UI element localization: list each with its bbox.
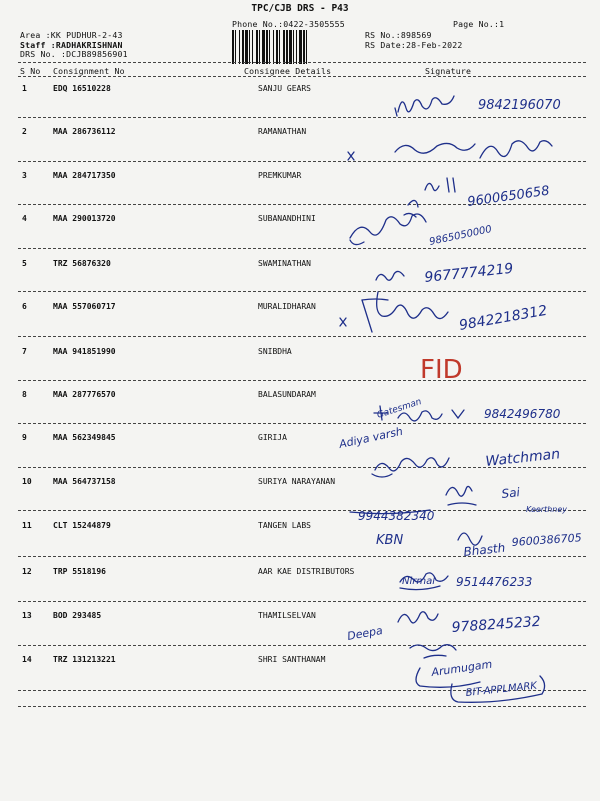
- hw-r5-phone: 9677774219: [423, 260, 515, 286]
- table-row: [0, 655, 600, 699]
- row-consignment: MAA 286736112: [53, 127, 116, 136]
- row-consignment: CLT 15244879: [53, 521, 111, 530]
- hw-r12-name: Nirmal: [402, 576, 436, 587]
- row-divider: [18, 204, 586, 205]
- row-consignee: SNIBDHA: [258, 347, 292, 356]
- col-consignment: Consignment No: [53, 66, 125, 76]
- hw-r14-arumugam: Arumugam: [430, 657, 493, 679]
- row-divider: [18, 423, 586, 424]
- hw-r6-phone: 9842218312: [457, 302, 549, 334]
- phone-number: Phone No.:0422-3505555: [232, 19, 345, 29]
- row-sno: 13: [22, 611, 32, 620]
- hw-r14-note: BIT-APPLMARK: [465, 680, 538, 699]
- table-row: [0, 567, 600, 611]
- page-number: Page No.:1: [453, 19, 505, 29]
- row-consignee: MURALIDHARAN: [258, 302, 316, 311]
- hw-r1-phone: 9842196070: [478, 98, 561, 113]
- row-divider: [18, 336, 586, 337]
- row-consignment: MAA 557060717: [53, 302, 116, 311]
- table-row: [0, 477, 600, 521]
- row-consignment: TRP 5518196: [53, 567, 106, 576]
- row-sno: 7: [22, 347, 27, 356]
- row-divider: [18, 556, 586, 557]
- hw-r11-kbn: KBN: [376, 533, 404, 548]
- row-sno: 12: [22, 567, 32, 576]
- table-row: [0, 433, 600, 477]
- column-divider: [18, 76, 586, 77]
- row-sno: 6: [22, 302, 27, 311]
- table-row: [0, 302, 600, 346]
- row-sno: 14: [22, 655, 32, 664]
- table-row: [0, 171, 600, 215]
- row-consignee: PREMKUMAR: [258, 171, 302, 180]
- hw-r13-phone: 9788245232: [451, 613, 542, 636]
- row-sno: 11: [22, 521, 32, 530]
- row-sno: 4: [22, 214, 27, 223]
- hw-r11-phone2: 9600386705: [511, 531, 583, 549]
- header-divider: [18, 62, 586, 63]
- row-divider: [18, 161, 586, 162]
- col-consignee: Consignee Details: [244, 66, 332, 76]
- hw-r4-phone: 9865050000: [428, 223, 493, 248]
- hw-r10-sai: Sai: [500, 485, 521, 501]
- row-divider: [18, 380, 586, 381]
- row-sno: 10: [22, 477, 32, 486]
- row-consignee: SHRI SANTHANAM: [258, 655, 326, 664]
- barcode: [230, 30, 358, 64]
- hw-r13-deepa: Deepa: [346, 623, 384, 643]
- row-divider: [18, 510, 586, 511]
- row-divider: [18, 117, 586, 118]
- row-consignment: EDQ 16510228: [53, 84, 111, 93]
- row-divider: [18, 690, 586, 691]
- col-sno: S No: [20, 66, 41, 76]
- staff-label: Staff :RADHAKRISHNAN: [20, 40, 123, 50]
- row-divider: [18, 645, 586, 646]
- row-consignment: MAA 287776570: [53, 390, 116, 399]
- row-consignee: RAMANATHAN: [258, 127, 307, 136]
- hw-r12-phone: 9514476233: [456, 575, 533, 589]
- row-consignee: SURIYA NARAYANAN: [258, 477, 336, 486]
- hw-r10-keerthney: Keerthney: [526, 505, 568, 514]
- row-divider: [18, 291, 586, 292]
- row-consignment: BOD 293485: [53, 611, 102, 620]
- row-consignment: MAA 284717350: [53, 171, 116, 180]
- row-consignment: MAA 290013720: [53, 214, 116, 223]
- footer-divider: [18, 706, 586, 707]
- col-signature: Signature: [425, 66, 472, 76]
- hw-r7-fid: FID: [420, 355, 463, 385]
- row-consignment: MAA 941851990: [53, 347, 116, 356]
- row-consignment: MAA 564737158: [53, 477, 116, 486]
- table-row: [0, 390, 600, 434]
- document-title: TPC/CJB DRS - P43: [251, 3, 349, 14]
- row-consignee: BALASUNDARAM: [258, 390, 316, 399]
- hw-r9-role: Watchman: [484, 446, 561, 470]
- row-sno: 8: [22, 390, 27, 399]
- table-row: [0, 84, 600, 128]
- hw-r9-name: Adiya varsh: [337, 424, 405, 451]
- row-consignee: SUBANANDHINI: [258, 214, 316, 223]
- row-consignment: TRZ 131213221: [53, 655, 116, 664]
- row-divider: [18, 601, 586, 602]
- table-row: [0, 347, 600, 391]
- table-row: [0, 214, 600, 258]
- hw-r8-note: Gatesman: [375, 397, 423, 421]
- row-sno: 5: [22, 259, 27, 268]
- table-row: [0, 127, 600, 171]
- row-sno: 1: [22, 84, 27, 93]
- hw-r8-phone: 9842496780: [484, 407, 561, 421]
- row-sno: 2: [22, 127, 27, 136]
- row-sno: 3: [22, 171, 27, 180]
- row-consignee: THAMILSELVAN: [258, 611, 316, 620]
- hw-r3-phone: 9600650658: [466, 183, 551, 210]
- row-consignment: TRZ 56876320: [53, 259, 111, 268]
- rs-date: RS Date:28-Feb-2022: [365, 40, 463, 50]
- row-divider: [18, 248, 586, 249]
- row-consignee: GIRIJA: [258, 433, 287, 442]
- row-divider: [18, 467, 586, 468]
- area-label: Area :KK PUDHUR-2-43: [20, 30, 123, 40]
- row-sno: 9: [22, 433, 27, 442]
- drs-number: DRS No. :DCJB89856901: [20, 49, 128, 59]
- hw-r11-bhasth: Bhasth: [462, 540, 506, 559]
- table-row: [0, 521, 600, 565]
- table-row: [0, 259, 600, 303]
- row-consignee: AAR KAE DISTRIBUTORS: [258, 567, 355, 576]
- table-row: [0, 611, 600, 655]
- row-consignee: TANGEN LABS: [258, 521, 311, 530]
- row-consignment: MAA 562349845: [53, 433, 116, 442]
- rs-number: RS No.:898569: [365, 30, 432, 40]
- hw-r11-phone: 9944382340: [358, 509, 435, 523]
- row-consignee: SANJU GEARS: [258, 84, 311, 93]
- row-consignee: SWAMINATHAN: [258, 259, 311, 268]
